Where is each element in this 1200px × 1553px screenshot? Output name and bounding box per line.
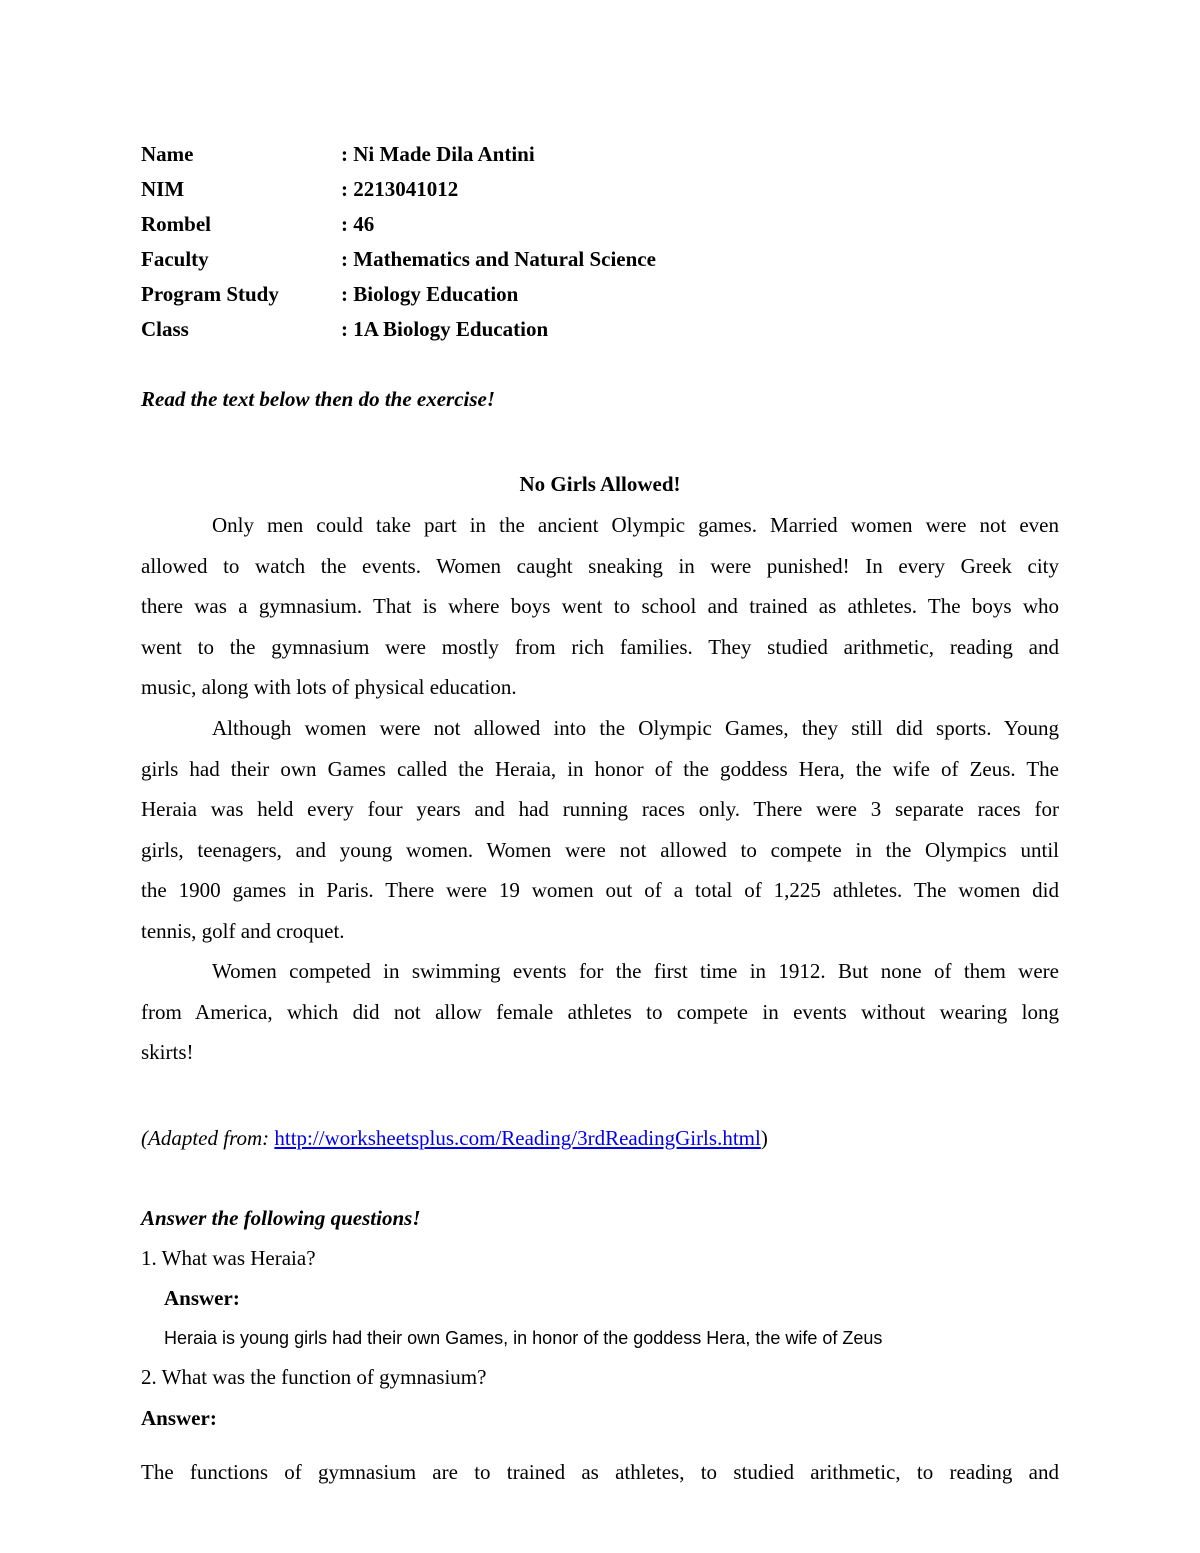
text-line: skirts! xyxy=(141,1040,194,1064)
reading-paragraph-1 xyxy=(141,505,1059,708)
text-line: went to the gymnasium were mostly from rich families. They studied arithmetic, reading and xyxy=(141,634,1059,659)
info-value-rombel: : 46 xyxy=(341,212,375,236)
text-line: the 1900 games in Paris. There were 19 women out of a total of 1,225 athletes. The women did xyxy=(141,878,1059,902)
answer-2-block xyxy=(141,1452,1059,1493)
text-line: from America, which did not allow female athletes to compete in events without wearing long xyxy=(141,999,1059,1024)
info-label-program-study: Program Study xyxy=(141,282,279,306)
text-line: Women competed in swimming events for the first time in 1912. But none of them were xyxy=(212,959,1059,983)
info-value-program-study: : Biology Education xyxy=(341,282,519,306)
source-citation xyxy=(141,1126,768,1151)
info-label-nim: NIM xyxy=(141,177,185,201)
text-line: there was a gymnasium. That is where boys went to school and trained as athletes. The boys who xyxy=(141,594,1059,618)
answer-2: The functions of gymnasium are to trained as athletes, to studied arithmetic, to reading and xyxy=(141,1460,1059,1484)
text-line: music, along with lots of physical education. xyxy=(141,675,517,699)
question-1: 1. What was Heraia? xyxy=(141,1246,316,1270)
text-line: Only men could take part in the ancient Olympic games. Married women were not even xyxy=(212,513,1059,537)
text-line: Heraia was held every four years and had running races only. There were 3 separate races for xyxy=(141,797,1059,821)
text-line: girls had their own Games called the Heraia, in honor of the goddess Hera, the wife of Zeus. The xyxy=(141,756,1059,781)
questions-heading: Answer the following questions! xyxy=(141,1206,421,1230)
info-label-name: Name xyxy=(141,142,194,166)
text-line: tennis, golf and croquet. xyxy=(141,918,345,943)
answer-label-1: Answer: xyxy=(164,1286,240,1310)
source-prefix: Adapted from: xyxy=(148,1126,270,1150)
answer-label-2: Answer: xyxy=(141,1406,217,1430)
answer-1: Heraia is young girls had their own Games, in honor of the goddess Hera, the wife of Zeus xyxy=(164,1328,883,1348)
reading-paragraph-2 xyxy=(141,708,1059,951)
info-label-faculty: Faculty xyxy=(141,247,209,271)
info-label-rombel: Rombel xyxy=(141,212,211,236)
reading-paragraph-3 xyxy=(141,951,1059,1073)
instruction-text: Read the text below then do the exercise! xyxy=(141,387,496,411)
reading-title: No Girls Allowed! xyxy=(519,472,681,496)
source-link[interactable]: http://worksheetsplus.com/Reading/3rdReadingGirls.html xyxy=(274,1126,761,1150)
text-line: allowed to watch the events. Women caught sneaking in were punished! In every Greek city xyxy=(141,553,1059,578)
info-value-faculty: : Mathematics and Natural Science xyxy=(341,247,656,271)
info-value-name: : Ni Made Dila Antini xyxy=(341,142,535,166)
info-label-class: Class xyxy=(141,317,189,341)
info-value-class: : 1A Biology Education xyxy=(341,317,549,341)
question-2: 2. What was the function of gymnasium? xyxy=(141,1365,487,1389)
source-close-paren: ) xyxy=(760,1126,768,1150)
text-line: girls, teenagers, and young women. Women were not allowed to compete in the Olympics until xyxy=(141,837,1059,862)
text-line: Although women were not allowed into the Olympic Games, they still did sports. Young xyxy=(212,716,1059,740)
source-open-paren: ( xyxy=(141,1126,148,1150)
info-value-nim: : 2213041012 xyxy=(341,177,459,201)
